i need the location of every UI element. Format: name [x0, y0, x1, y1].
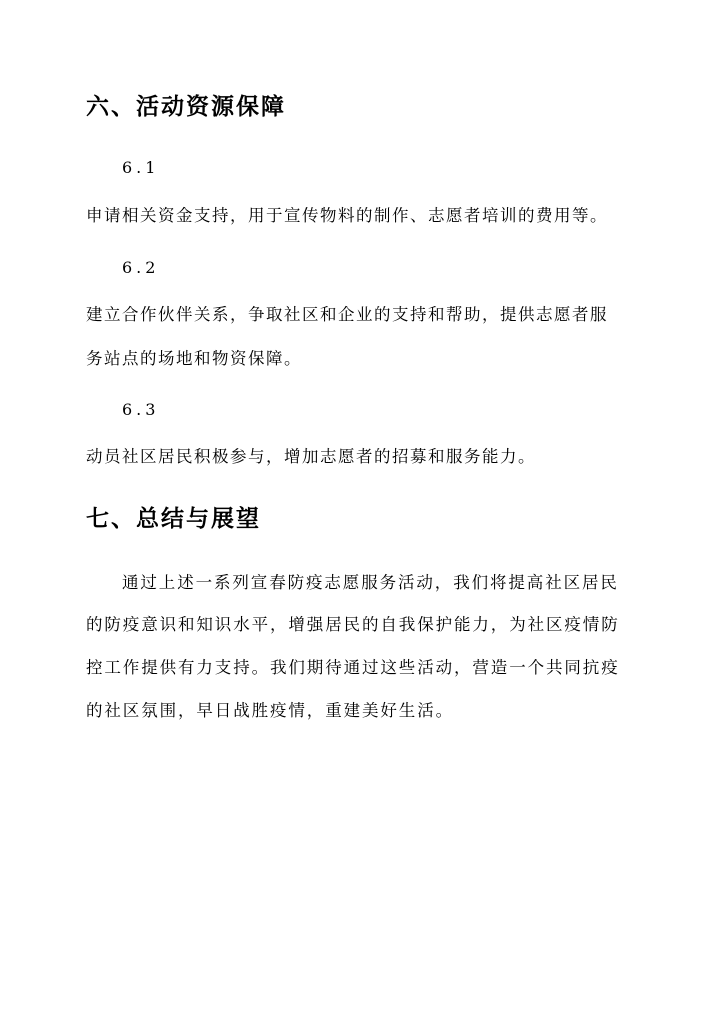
item-6-3-text: 动员社区居民积极参与，增加志愿者的招募和服务能力。: [86, 447, 536, 466]
item-6-2-text-line-1: 建立合作伙伴关系，争取社区和企业的支持和帮助，提供志愿者服: [86, 305, 608, 324]
summary-line-1: 通过上述一系列宣春防疫志愿服务活动，我们将提高社区居民: [122, 573, 619, 592]
section-6-heading: 六、活动资源保障: [86, 94, 286, 120]
item-6-1-text: 申请相关资金支持，用于宣传物料的制作、志愿者培训的费用等。: [86, 206, 608, 225]
section-7-heading: 七、总结与展望: [86, 506, 261, 532]
summary-line-2: 的防疫意识和知识水平，增强居民的自我保护能力，为社区疫情防: [86, 615, 620, 634]
summary-line-4: 的社区氛围，早日战胜疫情，重建美好生活。: [86, 701, 454, 720]
item-6-2-number: 6.2: [122, 258, 160, 277]
item-6-3-number: 6.3: [122, 400, 160, 419]
item-6-1-number: 6.1: [122, 158, 160, 177]
item-6-2-text-line-2: 务站点的场地和物资保障。: [86, 349, 302, 368]
summary-line-3: 控工作提供有力支持。我们期待通过这些活动，营造一个共同抗疫: [86, 658, 620, 677]
